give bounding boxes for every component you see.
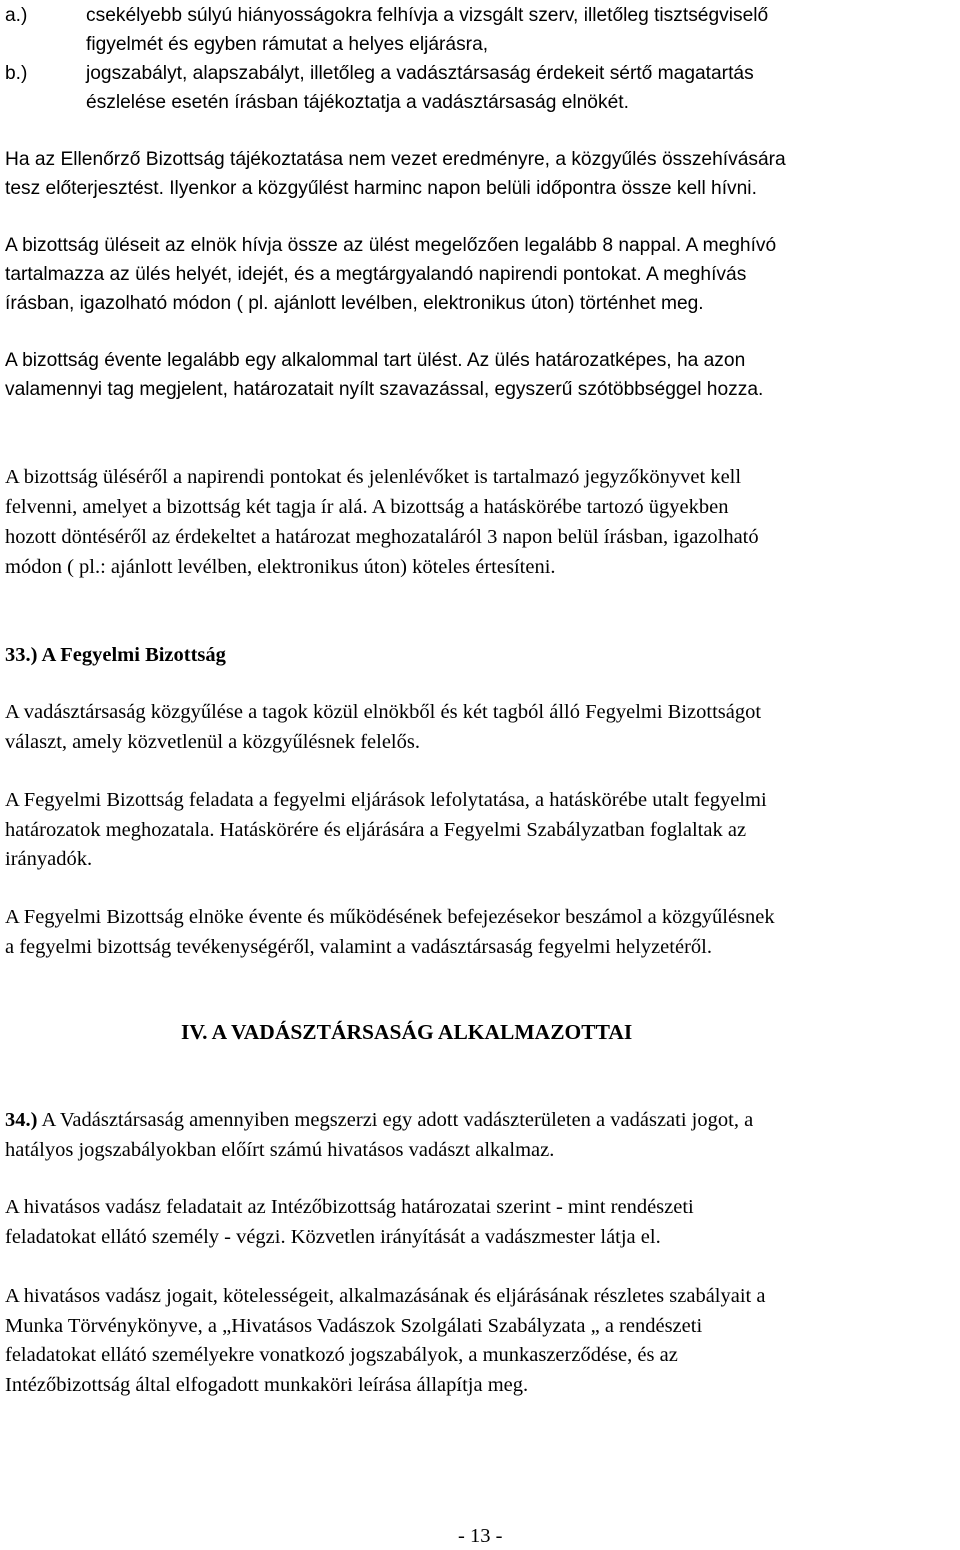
paragraph-line: feladatokat ellátó személy - végzi. Közvetlen irányítását a vadászmester látja el.	[5, 1226, 661, 1248]
paragraph-line: feladatokat ellátó személyekre vonatkozó jogszabályok, a munkaszerződése, és az	[5, 1344, 678, 1366]
list-item-b-line-1: jogszabályt, alapszabályt, illetőleg a vadásztársaság érdekeit sértő magatartás	[86, 63, 754, 84]
paragraph-line: A hivatásos vadász feladatait az Intézőbizottság határozatai szerint - mint rendészeti	[5, 1196, 694, 1218]
paragraph-line: A vadásztársaság közgyűlése a tagok közül elnökből és két tagból álló Fegyelmi Bizottságot	[5, 701, 762, 723]
section-number: 34.)	[5, 1109, 38, 1131]
paragraph-line: A bizottság évente legalább egy alkalommal tart ülést. Az ülés határozatképes, ha azon	[5, 350, 746, 371]
paragraph-line: módon ( pl.: ajánlott levélben, elektronikus úton) köteles értesíteni.	[5, 556, 556, 578]
paragraph-line: felvenni, amelyet a bizottság két tagja ír alá. A bizottság a hatáskörébe tartozó ügyekben	[5, 496, 729, 518]
paragraph-line: A Fegyelmi Bizottság elnöke évente és működésének befejezésekor beszámol a közgyűlésnek	[5, 906, 775, 928]
section-number: 33.)	[5, 644, 38, 666]
chapter-heading: IV. A VADÁSZTÁRSASÁG ALKALMAZOTTAI	[181, 1020, 633, 1044]
paragraph-line: A hivatásos vadász jogait, kötelességeit, alkalmazásának és eljárásának részletes szabályait a	[5, 1285, 766, 1307]
paragraph-line: határozatok meghozatala. Hatáskörére és eljárására a Fegyelmi Szabályzatban foglaltak az	[5, 819, 747, 841]
paragraph-line: a fegyelmi bizottság tevékenységéről, valamint a vadásztársaság fegyelmi helyzetéről.	[5, 936, 712, 958]
section-34-text: A Vadásztársaság amennyiben megszerzi egy adott vadászterületen a vadászati jogot, a	[37, 1109, 754, 1131]
list-item-a-line-1: csekélyebb súlyú hiányosságokra felhívja a vizsgált szerv, illetőleg tisztségviselő	[86, 5, 769, 26]
paragraph-line: hatályos jogszabályokban előírt számú hivatásos vadászt alkalmaz.	[5, 1139, 555, 1161]
section-34-line-1	[5, 1110, 753, 1131]
paragraph-line: választ, amely közvetlenül a közgyűlésnek felelős.	[5, 731, 420, 753]
paragraph-line: hozott döntéséről az érdekeltet a határozat meghozataláról 3 napon belül írásban, igazolható	[5, 526, 759, 548]
list-marker-a: a.)	[5, 5, 28, 26]
paragraph-line: írásban, igazolható módon ( pl. ajánlott levélben, elektronikus úton) történhet meg.	[5, 293, 704, 314]
paragraph-line: tartalmazza az ülés helyét, idejét, és a megtárgyalandó napirendi pontokat. A meghívás	[5, 264, 747, 285]
paragraph-line: A Fegyelmi Bizottság feladata a fegyelmi eljárások lefolytatása, a hatáskörébe utalt fegyelmi	[5, 789, 767, 811]
paragraph-line: Intézőbizottság által elfogadott munkaköri leírása állapítja meg.	[5, 1374, 529, 1396]
page-number: - 13 -	[458, 1525, 503, 1547]
section-title: A Fegyelmi Bizottság	[41, 644, 226, 666]
list-item-b-line-2: észlelése esetén írásban tájékoztatja a vadásztársaság elnökét.	[86, 92, 629, 113]
paragraph-line: valamennyi tag megjelent, határozatait nyílt szavazással, egyszerű szótöbbséggel hozza.	[5, 379, 764, 400]
list-item-a-line-2: figyelmét és egyben rámutat a helyes eljárásra,	[86, 34, 489, 55]
paragraph-line: irányadók.	[5, 848, 93, 870]
paragraph-line: A bizottság üléséről a napirendi pontokat és jelenlévőket is tartalmazó jegyzőkönyvet kell	[5, 466, 742, 488]
paragraph-line: A bizottság üléseit az elnök hívja össze az ülést megelőzően legalább 8 nappal. A meghívó	[5, 235, 777, 256]
paragraph-line: Munka Törvénykönyve, a „Hivatásos Vadászok Szolgálati Szabályzata „ a rendészeti	[5, 1315, 703, 1337]
paragraph-line: Ha az Ellenőrző Bizottság tájékoztatása nem vezet eredményre, a közgyűlés összehívására	[5, 149, 786, 170]
section-heading-33	[5, 645, 226, 666]
paragraph-line: tesz előterjesztést. Ilyenkor a közgyűlést harminc napon belüli időpontra össze kell hívni.	[5, 178, 757, 199]
list-marker-b: b.)	[5, 63, 28, 84]
